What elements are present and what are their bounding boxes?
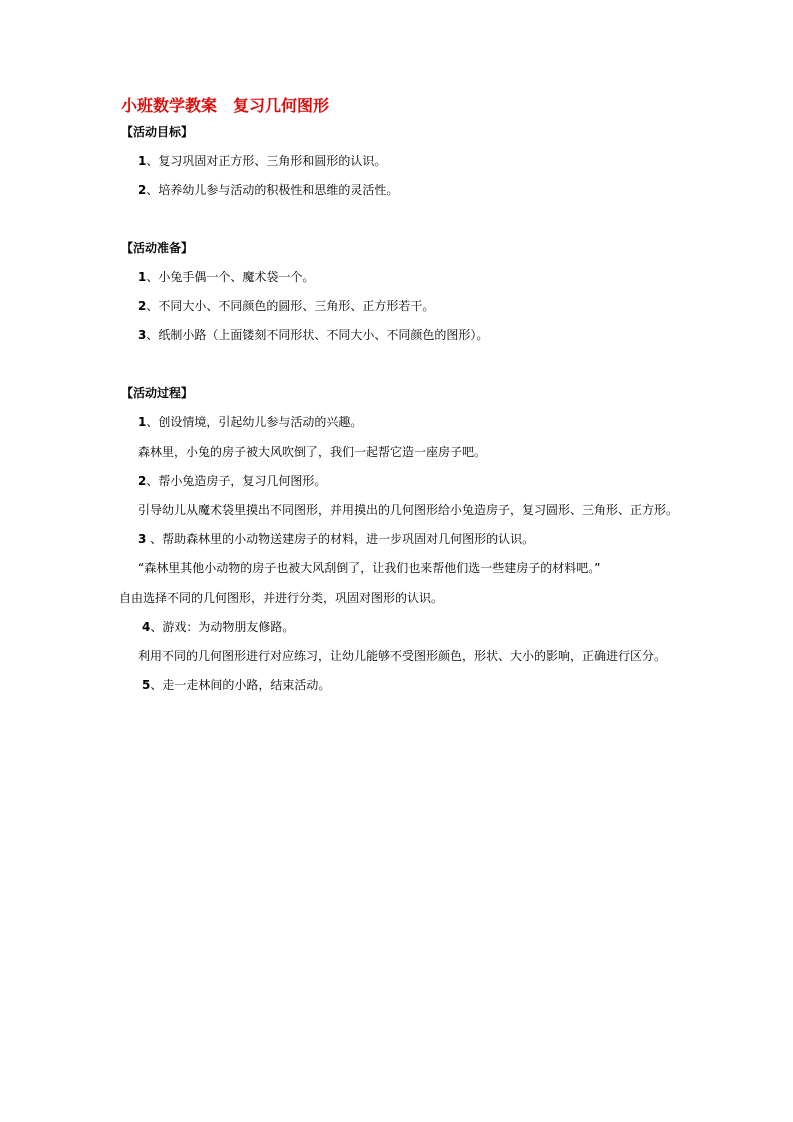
process-line-4-text: 引导幼儿从魔术袋里摸出不同图形，并用摸出的几何图形给小兔造房子，复习圆形、三角形、正方形。	[138, 503, 679, 517]
process-line-6-text: “森林里其他小动物的房子也被大风刮倒了，让我们也来帮他们选一些建房子的材料吧。”	[138, 561, 601, 575]
prep-item-1-number: 1	[138, 270, 147, 284]
goal-item-2-text: 、培养幼儿参与活动的积极性和思维的灵活性。	[146, 183, 399, 197]
prep-item-2-text: 、不同大小、不同颜色的圆形、三角形、正方形若干。	[146, 299, 435, 313]
process-line-3	[138, 473, 326, 489]
process-line-7-text: 自由选择不同的几何图形，并进行分类，巩固对图形的认识。	[119, 591, 444, 605]
prep-item-2-number: 2	[138, 299, 147, 313]
prep-item-3-text: 、纸制小路（上面镂刻不同形状、不同大小、不同颜色的图形）。	[146, 328, 489, 342]
prep-item-1	[138, 269, 314, 285]
process-line-8-text: 、游戏：为动物朋友修路。	[150, 620, 295, 634]
process-line-6	[138, 560, 600, 576]
process-line-5-number: 3	[138, 532, 147, 546]
process-line-10-number: 5	[142, 678, 151, 692]
section-heading-goals: 【活动目标】	[121, 125, 194, 139]
process-line-8-number: 4	[142, 620, 151, 634]
process-line-5-text: 、帮助森林里的小动物送建房子的材料，进一步巩固对几何图形的认识。	[146, 532, 535, 546]
goal-item-1	[138, 153, 386, 169]
goal-item-2	[138, 182, 398, 198]
prep-item-2	[138, 298, 434, 314]
process-line-5	[138, 531, 534, 547]
process-line-1	[138, 414, 362, 430]
process-line-3-text: 、帮小兔造房子，复习几何图形。	[146, 474, 327, 488]
section-heading-prep: 【活动准备】	[121, 241, 194, 255]
goal-item-1-number: 1	[138, 154, 147, 168]
process-line-7	[119, 590, 443, 606]
process-line-2	[138, 444, 486, 460]
prep-item-1-text: 、小兔手偶一个、魔术袋一个。	[146, 270, 315, 284]
process-line-3-number: 2	[138, 474, 147, 488]
process-line-10	[142, 677, 330, 693]
process-line-9-text: 利用不同的几何图形进行对应练习，让幼儿能够不受图形颜色，形状、大小的影响，正确进行区分。	[138, 649, 667, 663]
process-line-2-text: 森林里，小兔的房子被大风吹倒了，我们一起帮它造一座房子吧。	[138, 445, 487, 459]
prep-item-3-number: 3	[138, 328, 147, 342]
process-line-8	[142, 619, 294, 635]
goal-item-1-text: 、复习巩固对正方形、三角形和圆形的认识。	[146, 154, 387, 168]
prep-item-3	[138, 327, 488, 343]
process-line-1-number: 1	[138, 415, 147, 429]
page-title: 小班数学教案 复习几何图形	[121, 96, 330, 115]
process-line-9	[138, 648, 666, 664]
process-line-4	[138, 502, 678, 518]
goal-item-2-number: 2	[138, 183, 147, 197]
section-heading-process: 【活动过程】	[121, 386, 194, 400]
process-line-1-text: 、创设情境，引起幼儿参与活动的兴趣。	[146, 415, 363, 429]
process-line-10-text: 、走一走林间的小路，结束活动。	[150, 678, 331, 692]
